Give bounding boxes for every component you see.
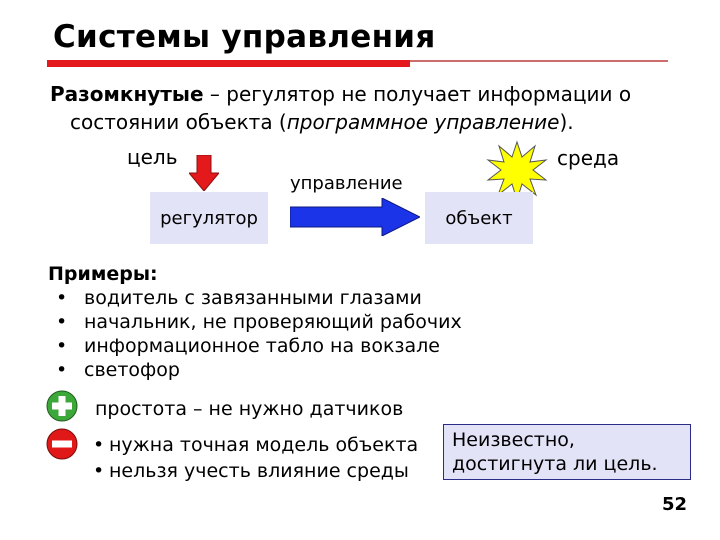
examples-title: Примеры:	[48, 263, 158, 285]
title-underline-accent	[47, 60, 410, 67]
note-line: достигнута ли цель.	[452, 453, 658, 475]
example-item: • информационное табло на вокзале	[48, 334, 462, 358]
object-box	[425, 192, 533, 244]
definition-term: Разомкнутые	[50, 82, 204, 106]
control-label: управление	[290, 173, 403, 194]
slide-title: Системы управления	[53, 19, 436, 55]
regulator-label: регулятор	[160, 207, 258, 229]
title-underline-line	[410, 60, 668, 62]
definition-part1: – регулятор не получает информации о	[203, 82, 632, 106]
examples-block	[48, 262, 462, 382]
example-item: • светофор	[48, 358, 462, 382]
examples-list	[48, 286, 462, 382]
definition-part3: ).	[559, 110, 574, 134]
example-item: • водитель с завязанными глазами	[48, 286, 462, 310]
goal-label: цель	[127, 145, 178, 169]
pros-text: простота – не нужно датчиков	[95, 398, 404, 420]
page-number: 52	[662, 494, 688, 515]
example-item: • начальник, не проверяющий рабочих	[48, 310, 462, 334]
cons-item: • нельзя учесть влияние среды	[93, 458, 418, 484]
note-line: Неизвестно,	[452, 429, 575, 451]
right-arrow-icon	[290, 198, 420, 236]
cons-block	[93, 432, 418, 484]
environment-label: среда	[557, 146, 620, 170]
note-box	[443, 424, 691, 480]
cons-list	[93, 432, 418, 484]
definition-part2: состоянии объекта (	[70, 110, 287, 134]
plus-icon	[46, 390, 78, 422]
definition-italic: программное управление	[286, 110, 560, 134]
down-arrow-icon	[189, 155, 219, 191]
regulator-box	[150, 192, 268, 244]
cons-item: • нужна точная модель объекта	[93, 432, 418, 458]
object-label: объект	[445, 207, 513, 229]
minus-icon	[46, 428, 78, 460]
definition-text	[50, 80, 710, 136]
